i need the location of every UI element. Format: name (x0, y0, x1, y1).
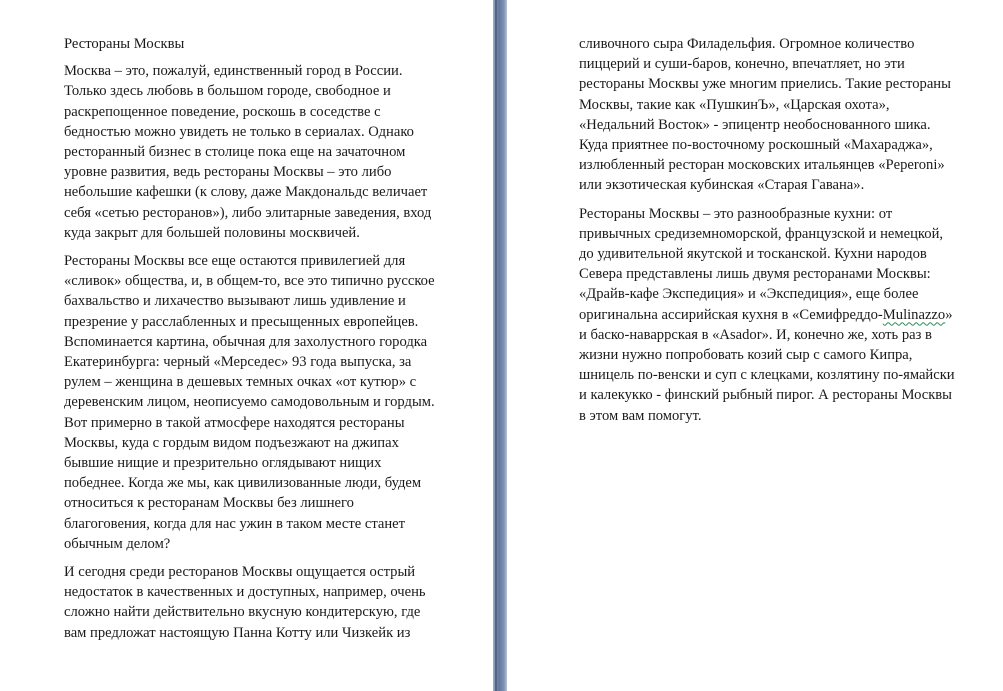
text-line: привычных средиземноморской, французской и немецкой, (579, 225, 944, 242)
text-line: бывшие нищие и презрительно оглядывают нищих (64, 455, 382, 472)
text-line: обычным делом? (64, 535, 171, 552)
paragraph (579, 204, 979, 426)
text-line: себя «сетью ресторанов»), либо элитарные заведения, вход (64, 204, 432, 221)
text-line: Рестораны Москвы все еще остаются привилегией для (64, 253, 406, 270)
text-line: победнее. Когда же мы, как цивилизованные люди, будем (64, 475, 422, 492)
text-line: жизни нужно попробовать козий сыр с самого Кипра, (579, 347, 913, 364)
text-line: «сливок» общества, и, в общем-то, все это типично русское (64, 273, 435, 290)
text-line: бахвальство и лихачество вызывают лишь удивление и (64, 293, 406, 310)
text-line: или экзотическая кубинская «Старая Гавана». (579, 177, 865, 194)
text-line: до удивительной якутской и тосканской. Кухни народов (579, 246, 927, 263)
text-line: оригинальна ассирийская кухня в «Семифреддо-Mulinazzo» (579, 306, 953, 323)
text-line: вам предложат настоящую Панна Котту или Чизкейк из (64, 624, 411, 641)
text-line: презрение у расслабленных и пресыщенных европейцев. (64, 313, 419, 330)
text-line: сливочного сыра Филадельфия. Огромное количество (579, 36, 915, 52)
text-line: Москвы, такие как «ПушкинЪ», «Царская охота», (579, 96, 890, 113)
document-heading: Рестораны Москвы (64, 36, 185, 52)
text-line: «Недальний Восток» - эпицентр необоснованного шика. (579, 116, 931, 133)
paragraph (64, 562, 460, 643)
text-line: недостаток в качественных и доступных, например, очень (64, 584, 426, 601)
page-right[interactable] (507, 0, 1003, 691)
text-line: деревенским лицом, неописуемо самодовольным и гордым. (64, 394, 435, 411)
text-line: рулем – женщина в дешевых темных очках «от кутюр» с (64, 374, 417, 391)
page-left-text[interactable] (64, 34, 460, 651)
paragraph (64, 61, 460, 243)
text-line: Куда приятнее по-восточному роскошный «Махараджа», (579, 137, 933, 154)
text-line: И сегодня среди ресторанов Москвы ощущается острый (64, 564, 416, 581)
text-line: бедностью можно увидеть не только в сериалах. Однако (64, 123, 414, 140)
spell-check-word[interactable]: Mulinazzo (882, 306, 946, 323)
text-line: шницель по-венски и суп с клецками, козлятину по-ямайски (579, 367, 955, 384)
text-line: Рестораны Москвы – это разнообразные кухни: от (579, 205, 893, 222)
text-line: сложно найти действительно вкусную кондитерскую, где (64, 604, 421, 621)
text-line: пиццерий и суши-баров, конечно, впечатляет, но эти (579, 56, 905, 73)
text-line: относиться к ресторанам Москвы без лишнего (64, 495, 354, 512)
text-line: раскрепощенное поведение, роскошь в соседстве с (64, 103, 381, 120)
text-line: небольшие кафешки (к слову, даже Макдональдс величает (64, 184, 428, 201)
text-line: Екатеринбурга: черный «Мерседес» 93 года выпуска, за (64, 354, 412, 371)
text-line: излюбленный ресторан московских итальянцев «Peperoni» (579, 157, 945, 174)
text-line: благоговения, когда для нас ужин в таком месте станет (64, 515, 406, 532)
page-right-text[interactable] (579, 34, 979, 434)
paragraph (64, 251, 460, 554)
text-line: в этом вам помогут. (579, 407, 702, 424)
text-line: Москвы, куда с гордым видом подъезжают на джипах (64, 434, 399, 451)
text-line: ресторанный бизнес в столице пока еще на зачаточном (64, 144, 406, 161)
text-line: Москва – это, пожалуй, единственный город в России. (64, 63, 403, 80)
text-line: «Драйв-кафе Экспедиция» и «Экспедиция», еще более (579, 286, 919, 303)
text-line: и баско-наваррская в «Asador». И, конечно же, хоть раз в (579, 326, 932, 343)
text-line: и калекукко - финский рыбный пирог. А рестораны Москвы (579, 387, 952, 404)
page-gutter (493, 0, 507, 691)
paragraph (579, 34, 979, 196)
text-line: Вот примерно в такой атмосфере находятся рестораны (64, 414, 405, 431)
text-line: рестораны Москвы уже многим приелись. Такие рестораны (579, 76, 951, 93)
text-line: Севера представлены лишь двумя ресторанами Москвы: (579, 266, 931, 283)
text-line: уровне развития, ведь рестораны Москвы – это либо (64, 164, 392, 181)
text-line: куда закрыт для большей половины москвичей. (64, 224, 360, 241)
page-left[interactable] (0, 0, 493, 691)
text-line: Только здесь любовь в большом городе, свободное и (64, 83, 391, 100)
text-line: Вспоминается картина, обычная для захолустного городка (64, 333, 428, 350)
